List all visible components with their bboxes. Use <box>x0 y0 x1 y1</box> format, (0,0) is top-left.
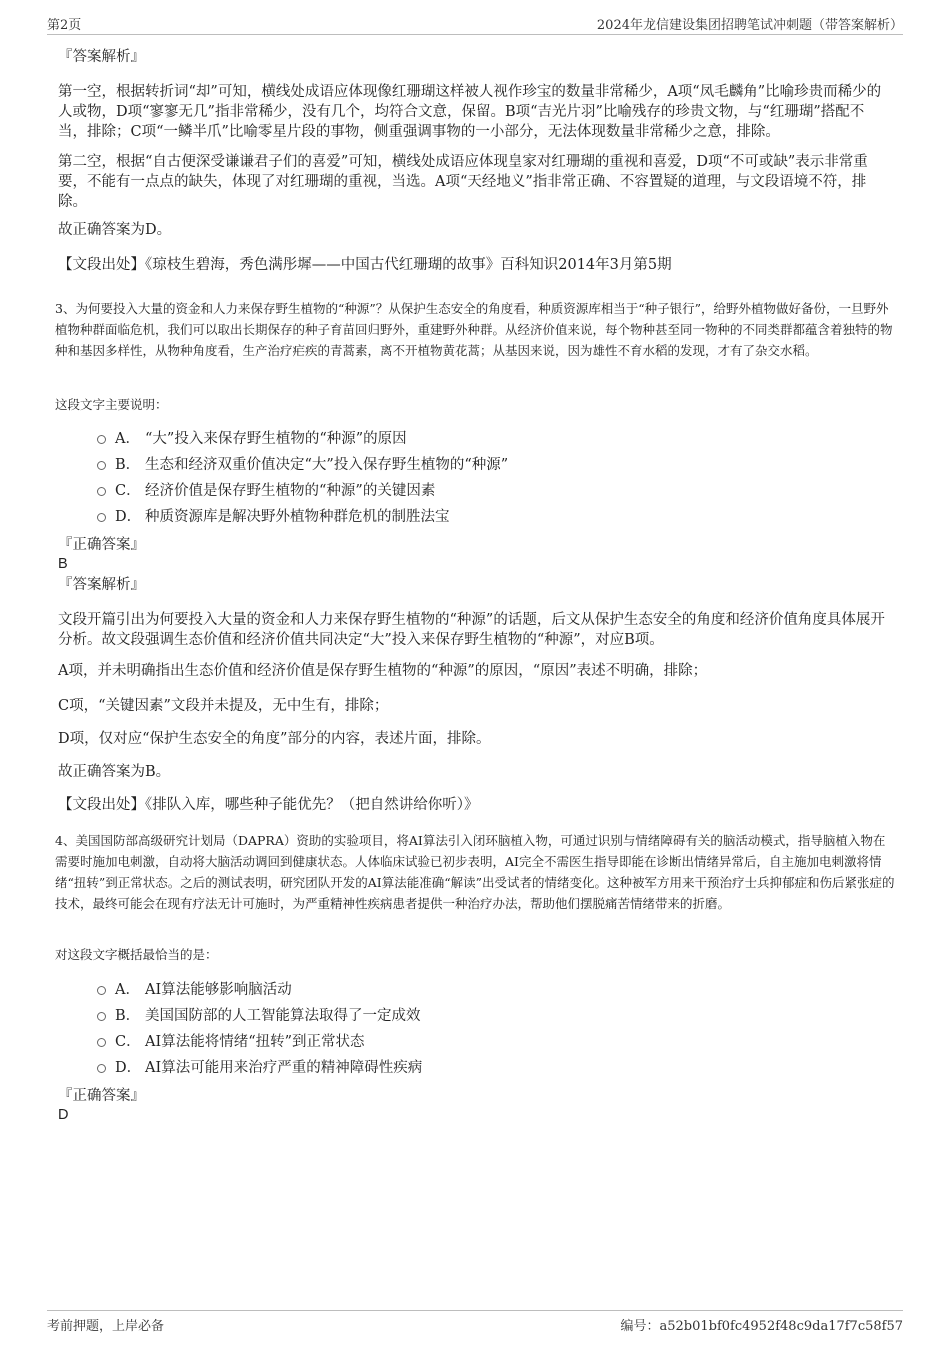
radio-button[interactable] <box>97 986 106 995</box>
radio-button[interactable] <box>97 1012 106 1021</box>
option-text: AI算法能将情绪“扭转”到正常状态 <box>145 1034 365 1050</box>
radio-button[interactable] <box>97 513 106 522</box>
document-title: 2024年龙信建设集团招聘笔试冲刺题（带答案解析） <box>596 18 903 33</box>
correct-answer-value: B <box>58 556 68 572</box>
analysis-conclusion: 故正确答案为B。 <box>58 764 171 780</box>
option-text: 种质资源库是解决野外植物种群危机的制胜法宝 <box>145 509 450 525</box>
correct-answer-label: 『正确答案』 <box>58 1088 145 1104</box>
analysis-paragraph: A项，并未明确指出生态价值和经济价值是保存野生植物的“种源”的原因，“原因”表述不明确，排除； <box>58 663 708 679</box>
option-text: AI算法能够影响脑活动 <box>145 982 292 998</box>
question-stem: 4、美国国防部高级研究计划局（DAPRA）资助的实验项目，将AI算法引入闭环脑植入物，可通过识别与情绪障碍有关的脑活动模式，指导脑植入物在需要时施加电刺激，自动将大脑活动调回到健康状态。人体临床试验已初步表明，AI完全不需医生指导即能在诊断出情绪异常后，自主施加电刺激将情绪“扭转”到正常状态。之后的测试表明，研究团队开发的AI算法能准确“解读”出受试者的情绪变化。这种被军方用来干预治疗士兵抑郁症和伤后紧张症的技术，最终可能会在现有疗法无计可施时，为严重精神性疾病患者提供一种治疗办法，帮助他们摆脱痛苦情绪带来的折磨。 <box>55 833 895 911</box>
passage-source: 【文段出处】《排队入库，哪些种子能优先？（把自然讲给你听）》 <box>58 797 479 813</box>
radio-button[interactable] <box>97 461 106 470</box>
question-stem: 3、为何要投入大量的资金和人力来保存野生植物的“种源”？从保护生态安全的角度看，种质资源库相当于“种子银行”，给野外植物做好备份，一旦野外植物种群面临危机，我们可以取出长期保存的种子育苗回归野外，重建野外种群。从经济价值来说，每个物种甚至同一物种的不同类群都蕴含着独特的物种和基因多样性，从物种角度看，生产治疗疟疾的青蒿素，离不开植物黄花蒿；从基因来说，因为雄性不育水稻的发现，才有了杂交水稻。 <box>55 301 893 358</box>
option-text: 生态和经济双重价值决定“大”投入保存野生植物的“种源” <box>145 457 509 473</box>
option-text: 经济价值是保存野生植物的“种源”的关键因素 <box>145 483 436 499</box>
option-key: C． <box>115 483 141 499</box>
option-key: A． <box>115 431 140 447</box>
question-prompt: 这段文字主要说明： <box>55 397 168 412</box>
option-a[interactable] <box>97 980 292 1000</box>
option-key: B． <box>115 457 141 473</box>
analysis-paragraph: 第二空，根据“自古便深受谦谦君子们的喜爱”可知，横线处成语应体现皇家对红珊瑚的重视和喜爱，D项“不可或缺”表示非常重要，不能有一点点的缺失，体现了对红珊瑚的重视，当选。A项“天经地义”指非常正确、不容置疑的道理，与文段语境不符，排除。 <box>58 154 868 210</box>
analysis-conclusion: 故正确答案为D。 <box>58 222 172 238</box>
passage-source: 【文段出处】《琼枝生碧海，秀色满彤墀——中国古代红珊瑚的故事》百科知识2014年3月第5期 <box>58 257 672 273</box>
analysis-paragraph: D项，仅对应“保护生态安全的角度”部分的内容，表述片面，排除。 <box>58 731 491 747</box>
option-text: “大”投入来保存野生植物的“种源”的原因 <box>145 431 407 447</box>
option-a[interactable] <box>97 429 407 449</box>
analysis-paragraph: 文段开篇引出为何要投入大量的资金和人力来保存野生植物的“种源”的话题，后文从保护生态安全的角度和经济价值角度具体展开分析。故文段强调生态价值和经济价值共同决定“大”投入来保存野生植物的“种源”，对应B项。 <box>58 612 885 648</box>
analysis-paragraph: C项，“关键因素”文段并未提及，无中生有，排除； <box>58 698 389 714</box>
analysis-paragraph: 第一空，根据转折词“却”可知，横线处成语应体现像红珊瑚这样被人视作珍宝的数量非常稀少，A项“凤毛麟角”比喻珍贵而稀少的人或物，D项“寥寥无几”指非常稀少，没有几个，均符合文意，保留。B项“吉光片羽”比喻残存的珍贵文物，与“红珊瑚”搭配不当，排除；C项“一鳞半爪”比喻零星片段的事物，侧重强调事物的一小部分，无法体现数量非常稀少之意，排除。 <box>58 84 882 140</box>
page-footer <box>47 1310 903 1333</box>
option-c[interactable] <box>97 481 435 501</box>
option-b[interactable] <box>97 1006 421 1026</box>
correct-answer-value: D <box>58 1107 69 1123</box>
option-b[interactable] <box>97 455 508 475</box>
radio-button[interactable] <box>97 487 106 496</box>
correct-answer-label: 『正确答案』 <box>58 537 145 553</box>
option-d[interactable] <box>97 1058 422 1078</box>
option-key: D． <box>115 509 142 525</box>
option-key: C． <box>115 1034 141 1050</box>
analysis-label: 『答案解析』 <box>58 577 145 593</box>
option-text: AI算法可能用来治疗严重的精神障碍性疾病 <box>145 1060 423 1076</box>
radio-button[interactable] <box>97 435 106 444</box>
page-number: 第2页 <box>47 18 82 33</box>
radio-button[interactable] <box>97 1064 106 1073</box>
option-c[interactable] <box>97 1032 365 1052</box>
option-key: A． <box>115 982 140 998</box>
radio-button[interactable] <box>97 1038 106 1047</box>
page-header <box>47 12 903 35</box>
analysis-label: 『答案解析』 <box>58 49 145 65</box>
option-key: D． <box>115 1060 142 1076</box>
option-key: B． <box>115 1008 141 1024</box>
question-prompt: 对这段文字概括最恰当的是： <box>55 947 218 962</box>
document-code: 编号：a52b01bf0fc4952f48c9da17f7c58f57 <box>620 1319 903 1334</box>
footer-slogan: 考前押题，上岸必备 <box>47 1319 165 1334</box>
option-d[interactable] <box>97 507 450 527</box>
option-text: 美国国防部的人工智能算法取得了一定成效 <box>145 1008 421 1024</box>
